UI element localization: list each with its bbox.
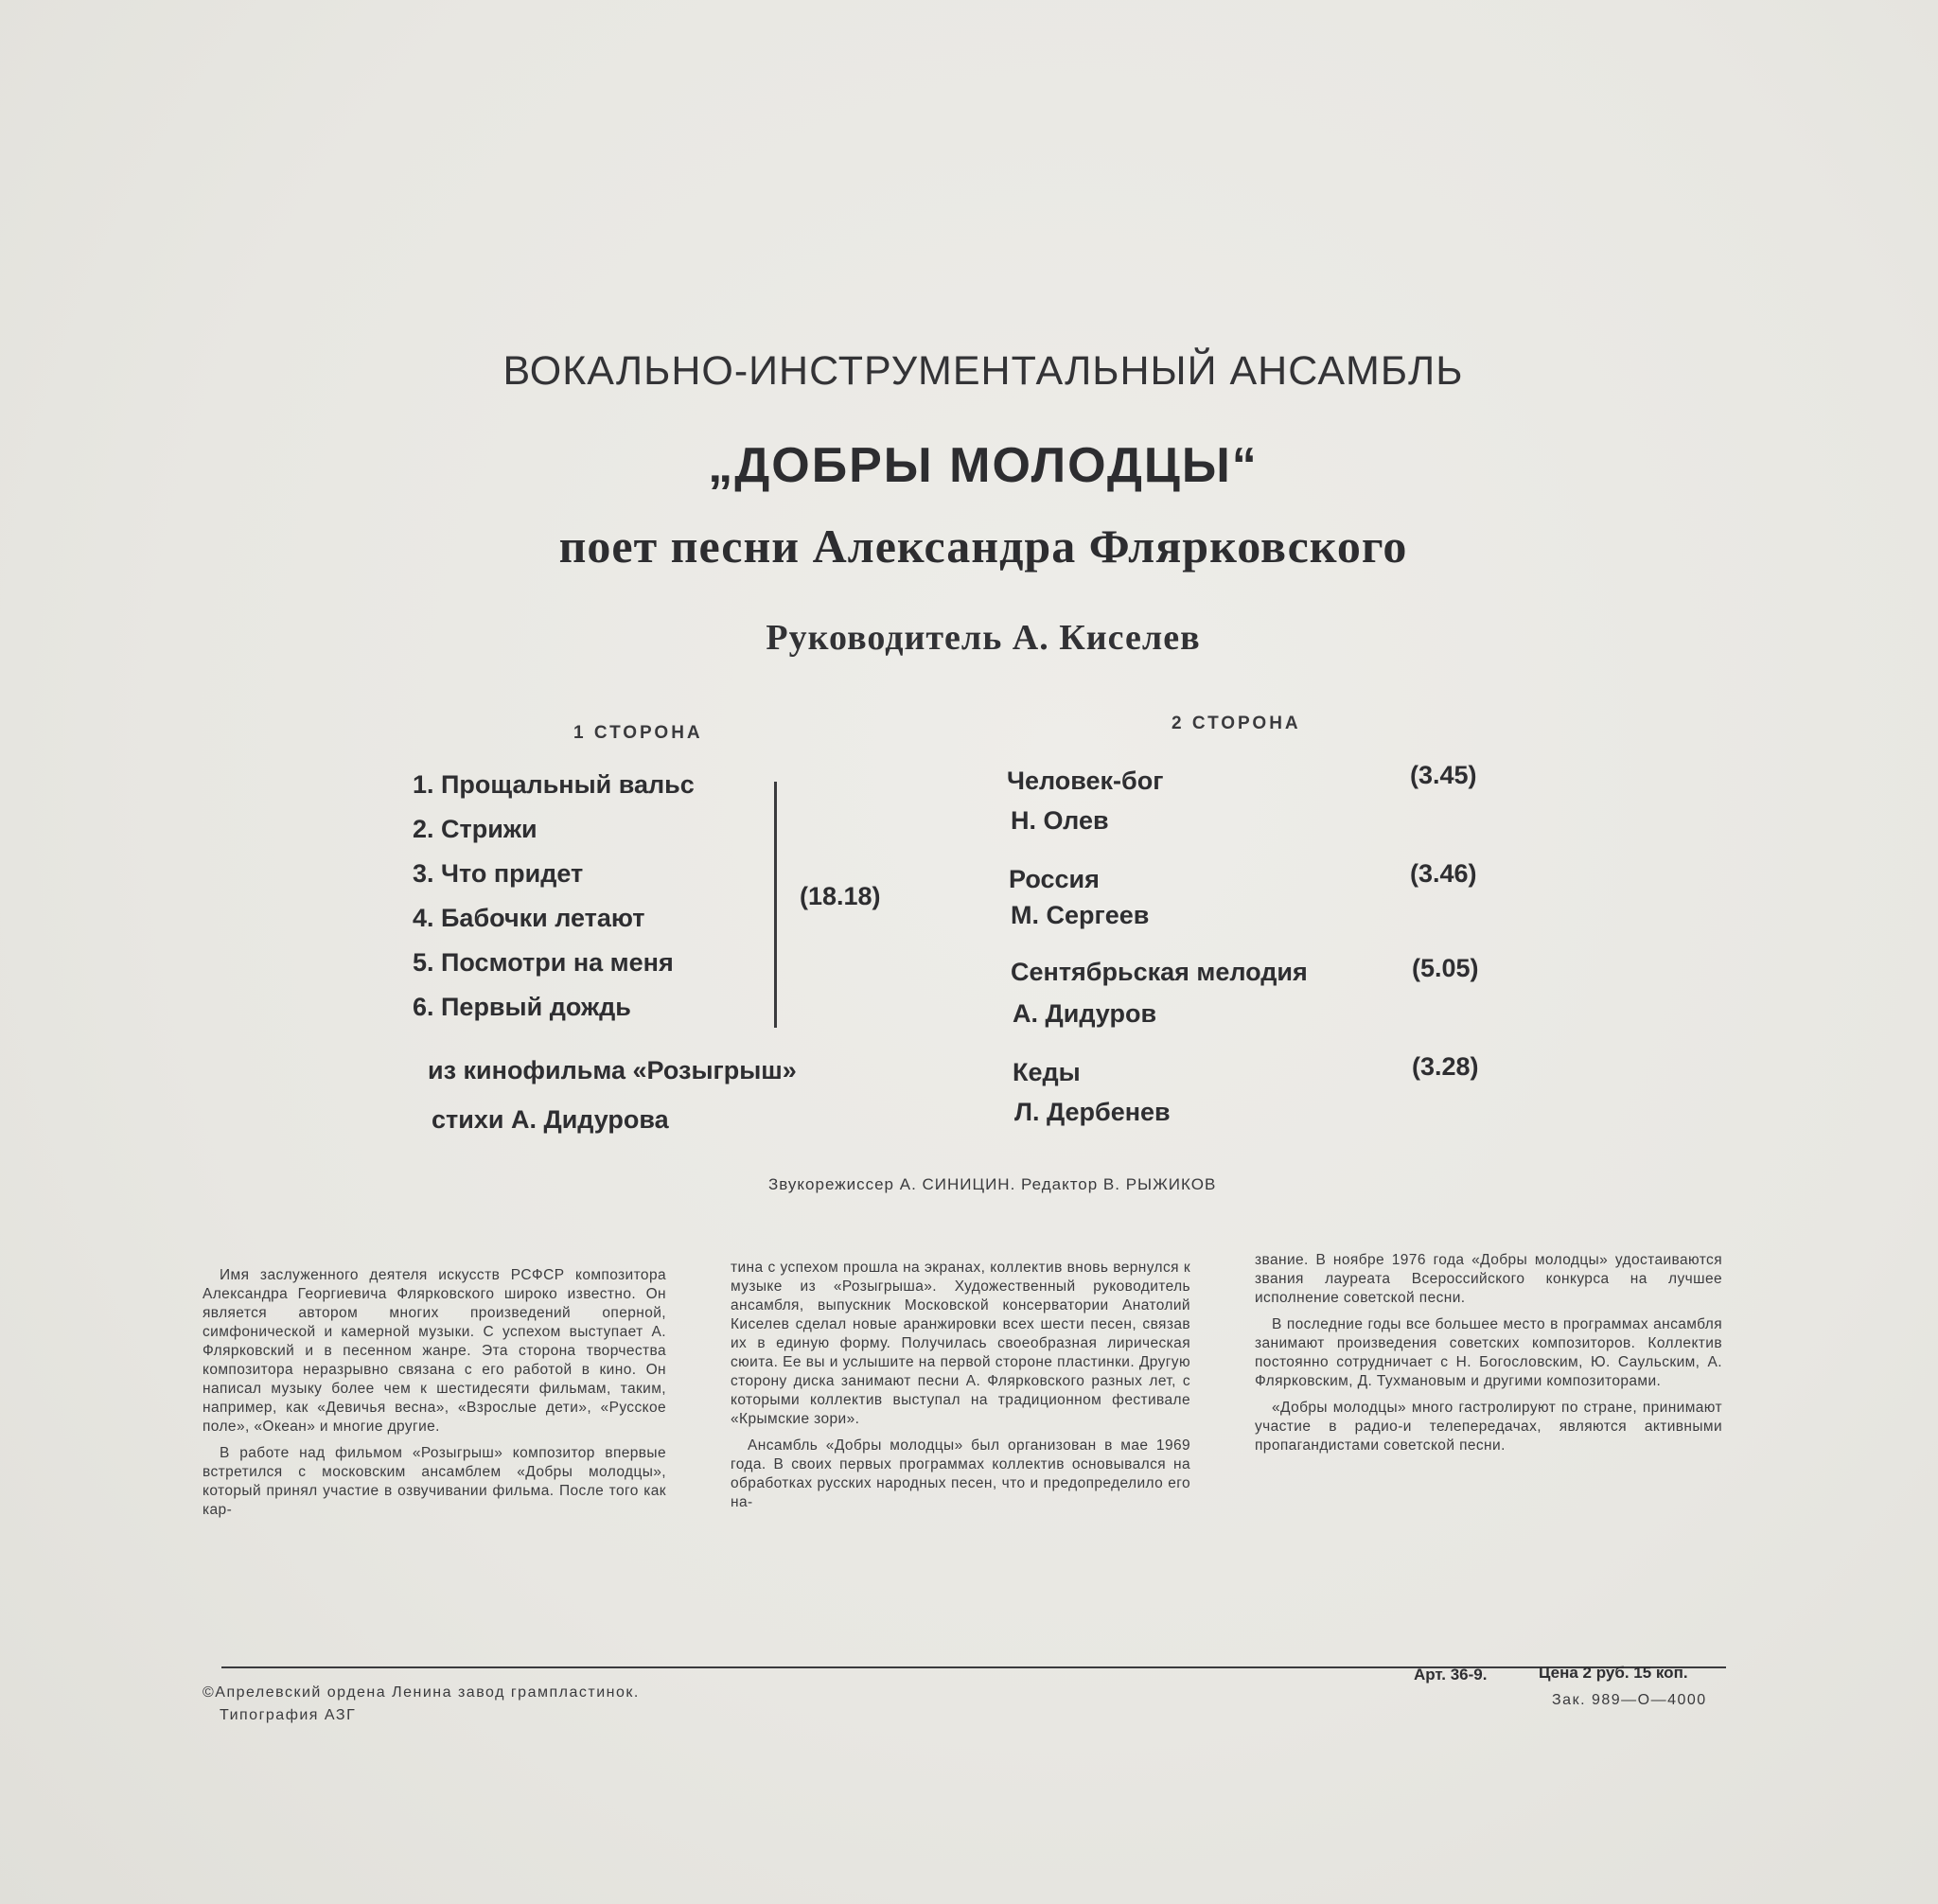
paragraph: Имя заслуженного деятеля искусств РСФСР композитора Александра Георгиевича Флярковского широко известно. Он является автором многих произведений оперной, симфонической и камерной музыки. С успехом выступает А. Флярковский и в песенном жанре. Эта сторона творчества композитора неразрывно связана с его работой в кино. Он написал музыку более чем к шестидесяти фильмам, таким, например, как «Девичья весна», «Взрослые дети», «Русское поле», «Океан» и многие другие. (203, 1267, 666, 1435)
side2-track-time: (3.45) (1410, 761, 1477, 789)
side1-lyrics-credit: стихи А. Дидурова (432, 1105, 669, 1134)
liner-notes-column-2 (731, 1259, 1190, 1520)
publisher-line: ©Апрелевский ордена Ленина завод грампластинок. (203, 1684, 640, 1701)
paragraph: звание. В ноябре 1976 года «Добры молодцы» удостаиваются звания лауреата Всероссийского конкурса на лучшее исполнение советской песни. (1255, 1252, 1722, 1306)
list-item: 6. Первый дождь (413, 993, 631, 1021)
ensemble-name-title: „ДОБРЫ МОЛОДЦЫ“ (708, 438, 1259, 493)
side2-track-title: Кеды (1013, 1058, 1081, 1086)
director-line: Руководитель А. Киселев (766, 618, 1201, 658)
article-number: Арт. 36-9. (1414, 1666, 1488, 1684)
side1-tracklist (413, 770, 753, 1037)
paragraph: тина с успехом прошла на экранах, коллектив вновь вернулся к музыке из «Розыгрыша». Художественный руководитель ансамбля, выпускник Московской консерватории Анатолий Киселев сделал новые аранжировки всех шести песен, связав их в единую форму. Получилась своеобразная лирическая сюита. Ее вы и услышите на первой стороне пластинки. Другую сторону диска занимают песни А. Флярковского разных лет, с которыми коллектив выступал на традиционном фестивале «Крымские зори». (731, 1260, 1190, 1427)
side2-track-author: М. Сергеев (1011, 901, 1150, 929)
order-number: Зак. 989—О—4000 (1552, 1692, 1707, 1708)
list-item: 4. Бабочки летают (413, 904, 645, 932)
liner-notes-column-1 (203, 1266, 666, 1527)
footer-divider (221, 1666, 1726, 1668)
side2-track-author: Н. Олев (1011, 806, 1109, 835)
price-label: Цена 2 руб. 15 коп. (1539, 1664, 1688, 1682)
paragraph: В работе над фильмом «Розыгрыш» композитор впервые встретился с московским ансамблем «Добры молодцы», который принял участие в озвучивании фильма. После того как кар- (203, 1445, 666, 1518)
suite-bracket-line (774, 782, 777, 1028)
side2-track-time: (3.46) (1410, 859, 1477, 888)
paragraph: В последние годы все большее место в программах ансамбля занимают произведения советских композиторов. Коллектив постоянно сотрудничает с Н. Богословским, Ю. Саульским, А. Флярковским, Д. Тухмановым и другими композиторами. (1255, 1316, 1722, 1389)
side2-track-title: Сентябрьская мелодия (1011, 958, 1308, 986)
liner-notes-column-3 (1255, 1251, 1722, 1463)
side2-track-title: Россия (1009, 865, 1100, 893)
paragraph: «Добры молодцы» много гастролируют по стране, принимают участие в радио-и телепередачах, являются активными пропагандистами советской песни. (1255, 1400, 1722, 1454)
side1-heading: 1 СТОРОНА (573, 723, 703, 743)
list-item: 3. Что придет (413, 859, 584, 888)
side2-heading: 2 СТОРОНА (1172, 714, 1301, 733)
side2-track-title: Человек-бог (1007, 767, 1164, 795)
side1-source-film: из кинофильма «Розыгрыш» (428, 1056, 797, 1084)
side2-track-time: (3.28) (1412, 1052, 1479, 1081)
list-item: 5. Посмотри на меня (413, 948, 674, 977)
list-item: 1. Прощальный вальс (413, 770, 695, 799)
side1-total-time: (18.18) (800, 882, 881, 910)
side2-track-time: (5.05) (1412, 954, 1479, 982)
subtitle-composer: поет песни Александра Флярковского (558, 520, 1408, 573)
paragraph: Ансамбль «Добры молодцы» был организован в мае 1969 года. В своих первых программах коллектив основывался на обработках русских народных песен, что и предопределило его на- (731, 1437, 1190, 1510)
side2-track-author: А. Дидуров (1013, 999, 1157, 1028)
printer-line: Типография АЗГ (220, 1707, 357, 1723)
production-credits: Звукорежиссер А. СИНИЦИН. Редактор В. РЫЖИКОВ (768, 1175, 1217, 1193)
side2-track-author: Л. Дербенев (1014, 1098, 1171, 1126)
ensemble-type-heading: ВОКАЛЬНО-ИНСТРУМЕНТАЛЬНЫЙ АНСАМБЛЬ (502, 348, 1464, 394)
list-item: 2. Стрижи (413, 815, 537, 843)
